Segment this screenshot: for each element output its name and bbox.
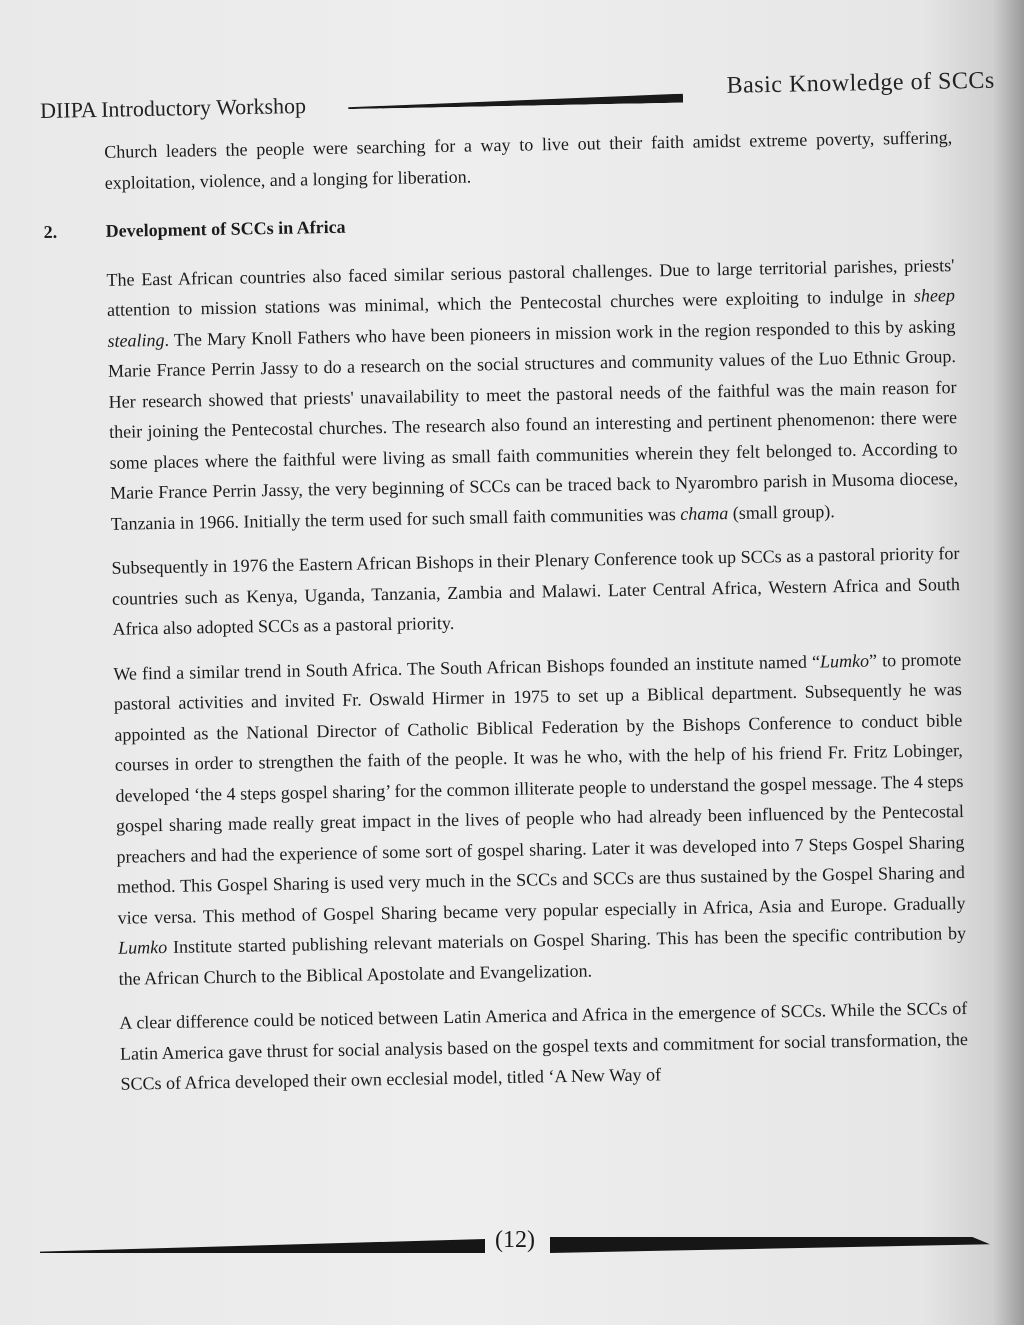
paragraph-1-italic-a: sheep stealing [107, 285, 956, 351]
section-number: 2. [43, 221, 58, 242]
paragraph-3-italic-a: Lumko [819, 650, 870, 672]
paragraph-3-text-a: We find a similar trend in South Africa. The South African Bishops founded an institute named “ [113, 651, 821, 684]
paragraph-3 [51, 644, 967, 995]
paragraph-1 [44, 250, 959, 540]
paragraph-2: Subsequently in 1976 the Eastern African Bishops in their Plenary Conference took up SCCs as a pastoral priority for countries such as Kenya, Uganda, Tanzania, Zambia and Malawi. Later Central Africa, Western Africa and South Africa also adopted SCCs as a pastoral priority. [111, 543, 961, 639]
footer-rule-right [550, 1237, 990, 1253]
paragraph-1-text-c: (small group). [728, 500, 835, 523]
intro-paragraph: Church leaders the people were searching for a way to live out their faith amidst extreme poverty, suffering, exploitation, violence, and a longing for liberation. [104, 127, 953, 193]
page-number: (12) [495, 1227, 535, 1253]
paragraph-1-text-b: . The Mary Knoll Fathers who have been pioneers in mission work in the region responded to this by asking Marie France Perrin Jassy to do a research on the social structures and community values of the Luo Ethnic Group. Her research showed that priests' unavailability to meet the pastoral needs of the faithful was the main reason for their joining the Pentecostal churches. The research also found an interesting and pertinent phenomenon: there were some places where the faithful were living as small faith communities wherein they felt belonged to. According to Marie France Perrin Jassy, the very beginning of SCCs can be traced back to Nyarombro parish in Musoma diocese, Tanzania in 1966. Initially the term used for such small faith communities was [107, 315, 959, 534]
page-header [40, 60, 996, 128]
paragraph-1-text-a: The East African countries also faced similar serious pastoral challenges. Due to large territorial parishes, priests' attention to mission stations was minimal, which the Pentecostal churches were exploiting to indulge in [106, 254, 955, 320]
footer-rule-left [40, 1239, 485, 1253]
paragraph-3-text-b: ” to promote pastoral activities and invited Fr. Oswald Hirmer in 1975 to set up a Biblical department. Subsequently he was appointed as the National Director of Catholic Biblical Federation by the Bishops Conference to conduct bible courses in order to strengthen the faith of the people. It was he who, with the help of his friend Fr. Fritz Lobinger, developed ‘the 4 steps gospel sharing’ for the common illiterate people to understand the gospel message. The 4 steps gospel sharing made really great impact in the lives of people who had already been influenced by the Pentecostal preachers and had the experience of some sort of gospel sharing. Later it was developed into 7 Steps Gospel Sharing method. This Gospel Sharing is used very much in the SCCs and SCCs are thus sustained by the Gospel Sharing and vice versa. This method of Gospel Sharing became very popular especially in Africa, Asia and Europe. Gradually [113, 648, 966, 928]
paragraph-3-italic-b: Lumko [117, 936, 168, 958]
paragraph-3-text-c: Institute started publishing relevant materials on Gospel Sharing. This has been the specific contribution by the African Church to the Biblical Apostolate and Evangelization. [118, 922, 967, 989]
header-rule [348, 94, 683, 109]
body-text [42, 122, 969, 1114]
paragraph-1-italic-b: chama [680, 502, 729, 524]
header-workshop-title: DIIPA Introductory Workshop [39, 92, 307, 123]
paragraph-4: A clear difference could be noticed between Latin America and Africa in the emergence of SCCs. While the SCCs of Latin America gave thrust for social analysis based on the gospel texts and commitment for social transformation, the SCCs of Africa developed their own ecclesial model, titled ‘A New Way of [119, 997, 969, 1094]
header-chapter-title: Basic Knowledge of SCCs [726, 67, 995, 99]
page-footer [40, 1225, 990, 1265]
section-heading [43, 201, 953, 247]
section-title: Development of SCCs in Africa [105, 216, 346, 241]
